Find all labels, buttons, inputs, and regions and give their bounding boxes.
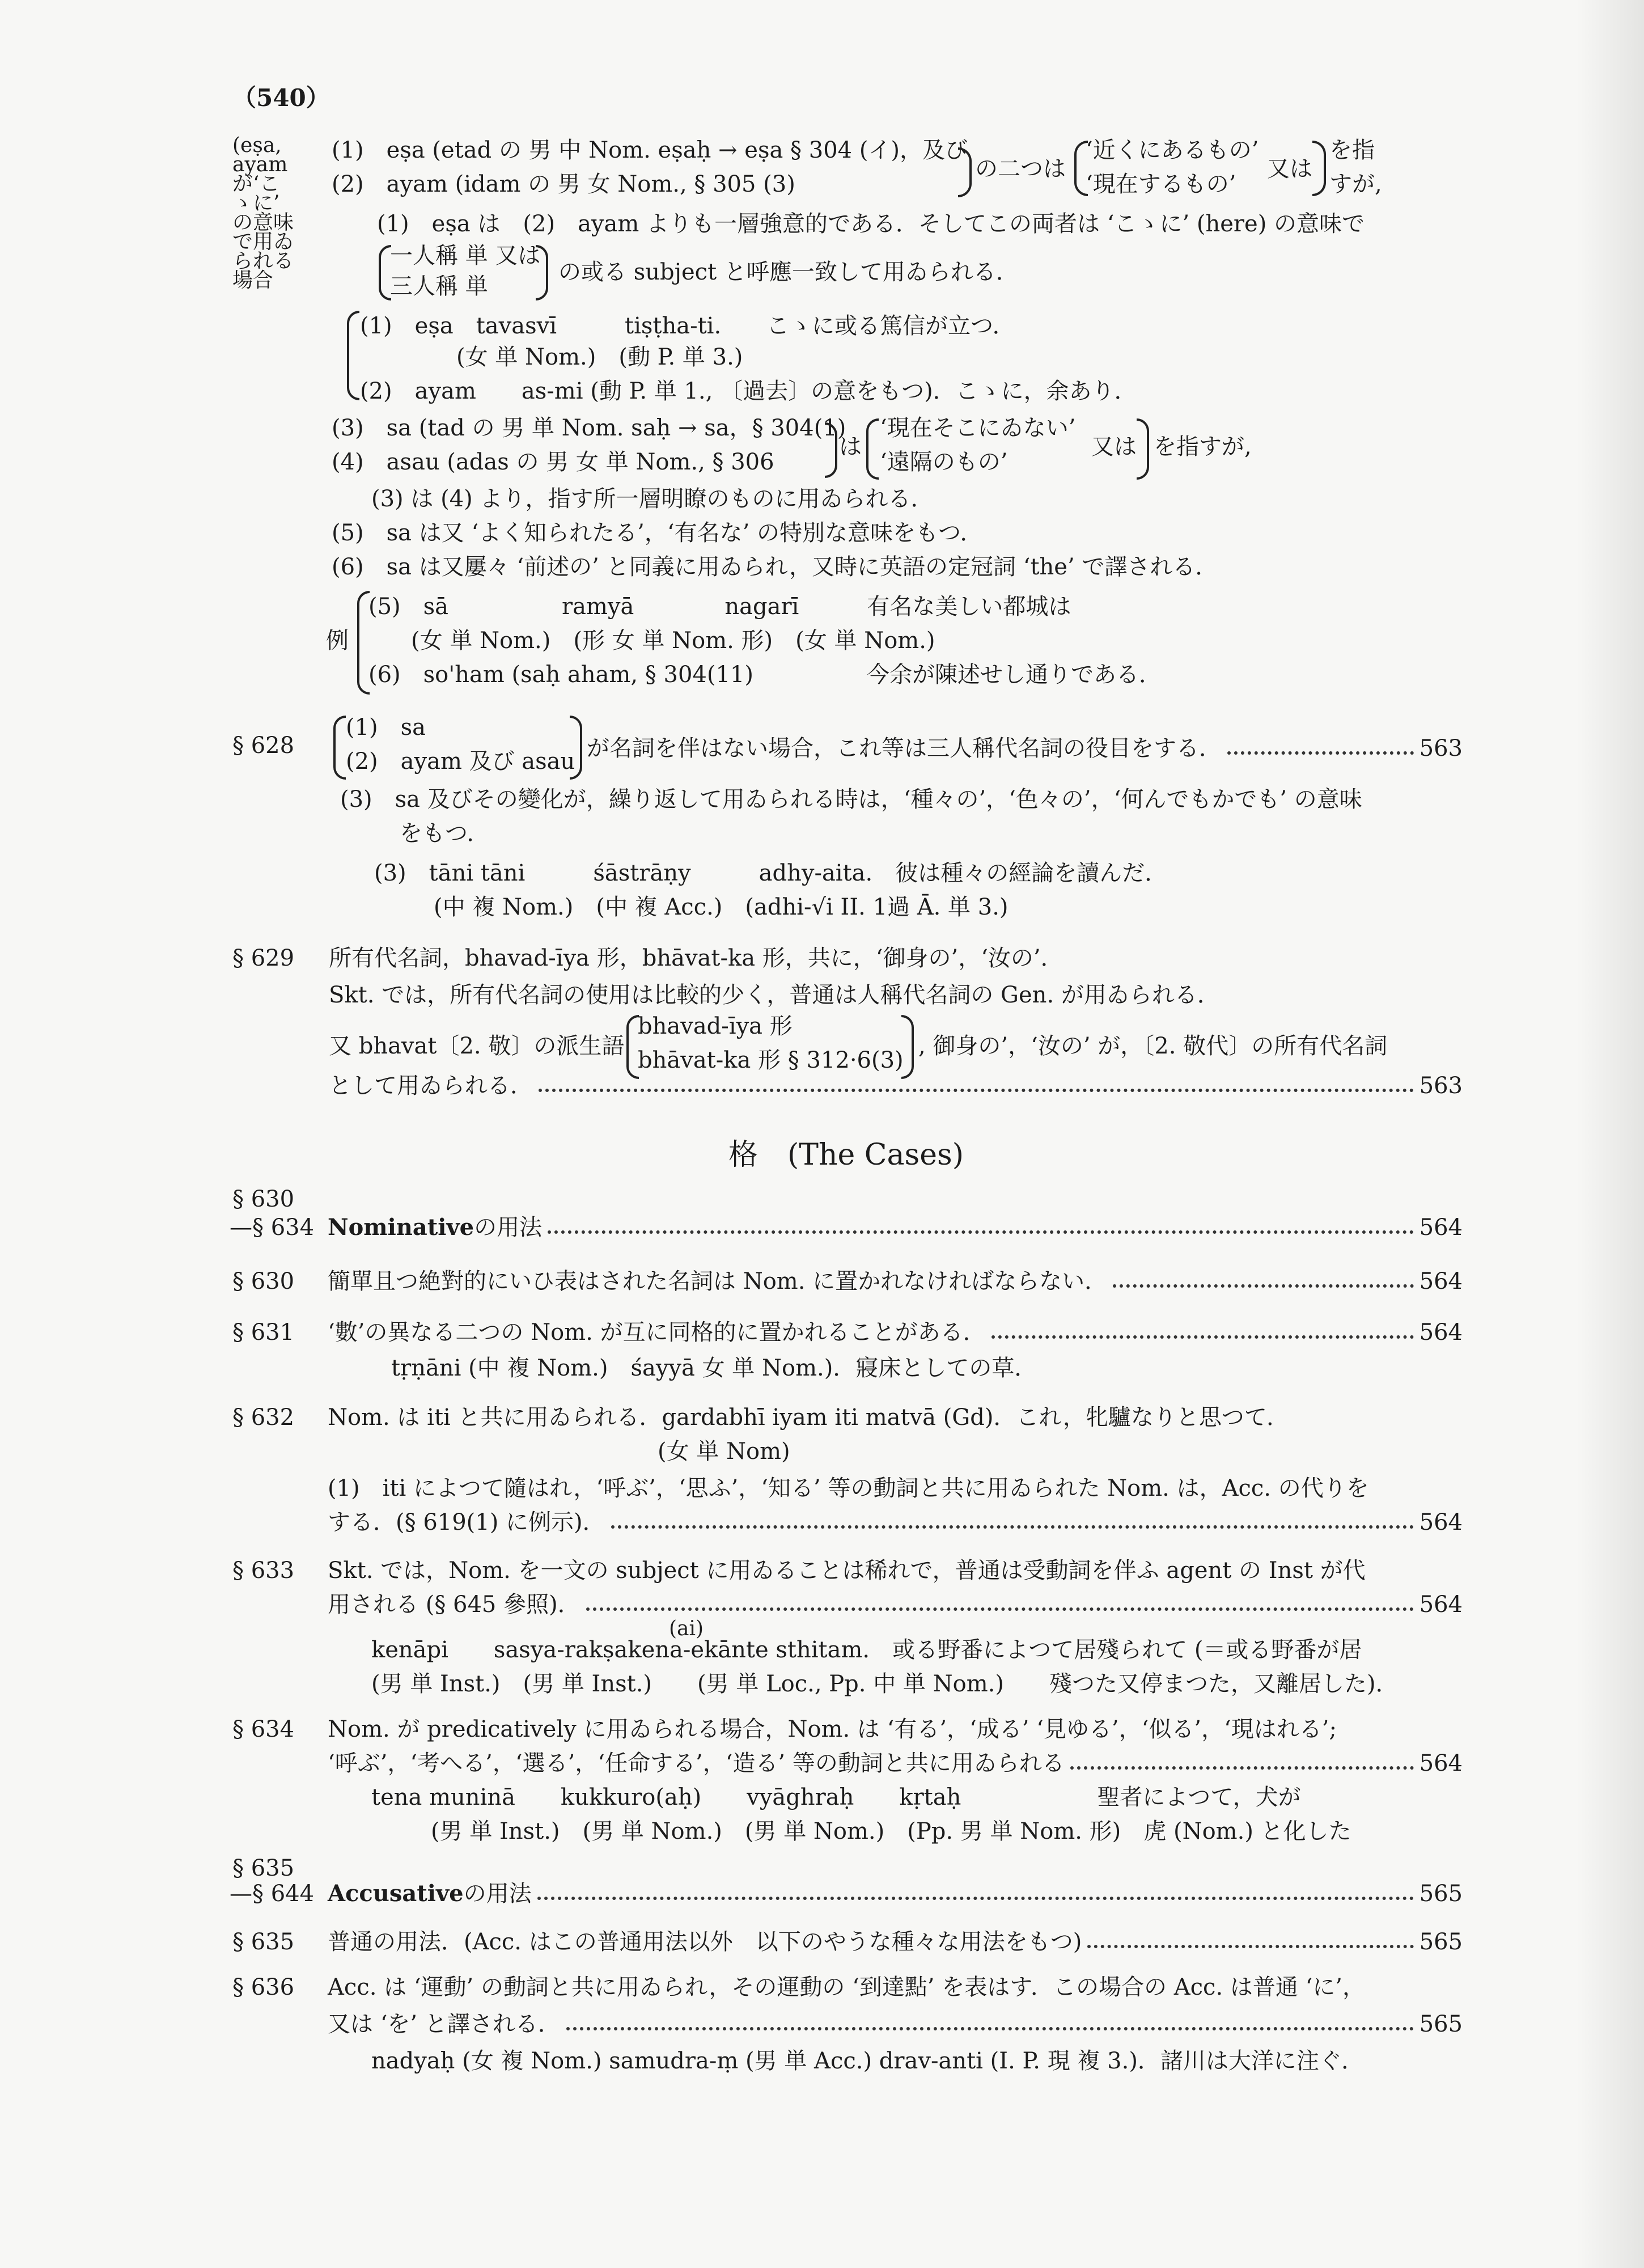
section-number: § 635 xyxy=(232,1855,295,1881)
toc-entry-text: の用法 xyxy=(463,1881,532,1907)
text-line: (4) asau (adas の 男 女 単 Nom., § 306 xyxy=(332,449,774,475)
sidebar-note-3: が‘こ xyxy=(232,172,280,196)
text-line: (1) eṣa (etad の 男 中 Nom. eṣaḥ → eṣa § 304 (イ)，及び xyxy=(332,137,968,163)
toc-entry xyxy=(328,1590,1463,1619)
sidebar-note-2: ayam xyxy=(232,153,288,176)
toc-entry-title: Accusative xyxy=(328,1880,464,1907)
text-line: (男 単 Inst.) (男 単 Nom.) (男 単 Nom.) (Pp. 男 単 Nom. 形) 虎 (Nom.) と化した xyxy=(431,1818,1351,1844)
toc-entry-text: する．(§ 619(1) に例示)． xyxy=(328,1509,605,1535)
page-ref: 565 xyxy=(1419,2011,1463,2037)
text-line: の二つは xyxy=(975,156,1066,182)
text-line: tṛṇāni (中 複 Nom.) śayyā 女 単 Nom.)．寢床としての草． xyxy=(391,1355,1037,1381)
text-line: の或る subject と呼應一致して用ゐられる． xyxy=(558,259,1019,285)
toc-entry xyxy=(328,1880,1463,1908)
annotation: (ai) xyxy=(669,1617,704,1640)
text-line: すが, xyxy=(1329,171,1382,197)
toc-entry-text: として用ゐられる． xyxy=(329,1073,533,1099)
text-line: (3) sa (tad の 男 単 Nom. saḥ → sa，§ 304(1) xyxy=(332,415,846,441)
page-ref: 564 xyxy=(1419,1592,1463,1618)
text-line: bhāvat-ka 形 § 312·6(3) xyxy=(638,1047,904,1073)
sidebar-note-4: ゝに’ xyxy=(232,192,280,215)
section-heading: 格 (The Cases) xyxy=(728,1138,964,1172)
brace xyxy=(1137,418,1149,480)
toc-entry xyxy=(328,1267,1463,1296)
text-line: , 御身の’，‘汝の’ が，〔2. 敬代〕の所有代名詞 xyxy=(918,1033,1388,1059)
brace xyxy=(570,716,582,780)
page-edge-shadow xyxy=(1576,0,1644,2268)
text-line: (6) sa は又屢々 ‘前述の’ と同義に用ゐられ，又時に英語の定冠詞 ‘the’ で譯される． xyxy=(332,554,1218,580)
toc-entry xyxy=(328,1749,1463,1778)
text-line: Skt. では，所有代名詞の使用は比較的少く，普通は人稱代名詞の Gen. が用ゐられる． xyxy=(329,982,1220,1008)
text-line: をもつ． xyxy=(400,820,490,847)
section-number: § 631 xyxy=(232,1319,295,1345)
toc-entry-text: 普通の用法．(Acc. はこの普通用法以外 以下のやうな種々な用法をもつ) xyxy=(328,1929,1082,1955)
text-line: nadyaḥ (女 複 Nom.) samudra-ṃ (男 単 Acc.) drav-anti (I. P. 現 複 3.)．諸川は大洋に注ぐ． xyxy=(371,2048,1365,2074)
toc-entry xyxy=(328,1508,1463,1537)
page-ref: 564 xyxy=(1419,1215,1463,1241)
toc-entry xyxy=(328,2010,1463,2038)
text-line: を指すが, xyxy=(1154,434,1252,460)
brace xyxy=(901,1015,914,1079)
section-number: —§ 634 xyxy=(230,1215,315,1241)
text-line: kenāpi sasya-rakṣakena-ekānte sthitam. 或る野番によつて居殘られて (＝或る野番が居 xyxy=(371,1637,1362,1663)
page-ref: 564 xyxy=(1419,1509,1463,1535)
toc-entry xyxy=(587,734,1463,763)
text-line: 又 bhavat〔2. 敬〕の派生語 xyxy=(329,1033,625,1059)
toc-entry-text: ‘數’の異なる二つの Nom. が互に同格的に置かれることがある． xyxy=(328,1319,986,1345)
text-line: (1) eṣa は (2) ayam よりも一層強意的である．そしてこの両者は ‘こゝに’ (here) の意味で xyxy=(377,211,1365,237)
brace xyxy=(347,311,359,400)
section-number: § 633 xyxy=(232,1558,295,1584)
brace xyxy=(958,147,972,197)
page-ref: 564 xyxy=(1419,1268,1463,1294)
text-line: (5) sa は又 ‘よく知られたる’，‘有名な’ の特別な意味をもつ． xyxy=(332,520,983,546)
section-number: § 629 xyxy=(232,945,295,971)
section-number: —§ 644 xyxy=(230,1881,315,1907)
page-ref: 563 xyxy=(1419,1073,1463,1099)
text-line: (3) sa 及びその變化が，繰り返して用ゐられる時は，‘種々の’，‘色々の’，‘何んでもかでも’ の意味 xyxy=(340,786,1362,813)
sidebar-note-6: で用ゐ xyxy=(232,230,294,253)
sidebar-note-7: られる xyxy=(232,249,294,273)
text-line: tena muninā kukkuro(aḥ) vyāghraḥ kṛtaḥ 聖者によつて，犬が xyxy=(371,1784,1301,1810)
section-number: § 630 xyxy=(232,1186,295,1212)
toc-entry xyxy=(328,1318,1463,1347)
toc-entry-text: 簡單且つ絶對的にいひ表はされた名詞は Nom. に置かれなければならない． xyxy=(328,1268,1108,1294)
toc-entry-text: ‘呼ぶ’，‘考へる’，‘選る’，‘任命する’，‘造る’ 等の動詞と共に用ゐられる xyxy=(328,1750,1065,1776)
text-line: (中 複 Nom.) (中 複 Acc.) (adhi-√i II. 1過 Ā. 単 3.) xyxy=(434,894,1009,920)
sidebar-note-8: 場合 xyxy=(232,269,274,292)
page-ref: 564 xyxy=(1419,1319,1463,1345)
text-line: (2) ayam (idam の 男 女 Nom., § 305 (3) xyxy=(332,171,795,197)
text-line: (1) sa xyxy=(346,714,426,741)
toc-entry-text: の用法 xyxy=(474,1215,543,1241)
page-ref: 564 xyxy=(1419,1750,1463,1776)
text-line: 三人稱 単 xyxy=(390,273,488,299)
page-ref: 565 xyxy=(1419,1881,1463,1907)
text-line: 一人稱 単 又は xyxy=(390,243,541,269)
brace xyxy=(825,422,837,478)
brace xyxy=(866,418,879,480)
toc-entry xyxy=(328,1928,1463,1956)
sidebar-note-1: (eṣa, xyxy=(232,134,282,157)
text-line: (男 単 Inst.) (男 単 Inst.) (男 単 Loc., Pp. 中 単 Nom.) 殘つた又停まつた，又離居した)． xyxy=(371,1671,1399,1697)
brace xyxy=(357,591,370,695)
text-line: (3) は (4) より，指す所一層明瞭のものに用ゐられる． xyxy=(371,486,934,512)
brace xyxy=(536,245,548,301)
text-line: を指 xyxy=(1329,137,1375,163)
text-line: 又は xyxy=(1267,156,1312,182)
toc-entry-text: 用される (§ 645 參照)． xyxy=(328,1592,581,1618)
section-number: § 636 xyxy=(232,1974,295,2000)
section-number: § 628 xyxy=(232,733,295,759)
sidebar-note-5: の意味 xyxy=(232,211,294,234)
text-line: Acc. は ‘運動’ の動詞と共に用ゐられ，その運動の ‘到達點’ を表はす．この場合の Acc. は普通 ‘に’， xyxy=(328,1974,1366,2000)
section-number: § 630 xyxy=(232,1268,295,1294)
page-ref: 563 xyxy=(1419,735,1463,761)
toc-entry xyxy=(329,1072,1463,1100)
text-line: は xyxy=(839,434,862,460)
section-number: § 635 xyxy=(232,1929,295,1955)
text-line: ‘現在そこにゐない’ xyxy=(880,415,1076,441)
text-line: Nom. は iti と共に用ゐられる．gardabhī iyam iti matvā (Gd)．これ，牝驢なりと思つて． xyxy=(328,1404,1290,1431)
text-line: (1) eṣa tavasvī tiṣṭha-ti. こゝに或る篤信が立つ． xyxy=(360,313,1015,339)
section-number: § 632 xyxy=(232,1404,295,1431)
text-line: (女 単 Nom.) (動 P. 単 3.) xyxy=(456,344,743,370)
text-line: 又は xyxy=(1091,434,1137,460)
text-line: (6) so'ham (saḥ aham, § 304(11) 今余が陳述せし通りである． xyxy=(368,662,1162,688)
text-line: (5) sā ramyā nagarī 有名な美しい都城は xyxy=(368,594,1071,620)
brace xyxy=(626,1015,639,1079)
page-number: （540） xyxy=(232,84,330,112)
text-line: (女 単 Nom) xyxy=(658,1438,790,1465)
text-line: ‘現在するもの’ xyxy=(1086,171,1236,197)
toc-entry-text: 又は ‘を’ と譯される． xyxy=(328,2011,561,2037)
text-line: Skt. では，Nom. を一文の subject に用ゐることは稀れで，普通は受動詞を伴ふ agent の Inst が代 xyxy=(328,1558,1366,1584)
toc-entry xyxy=(328,1213,1463,1242)
text-line: (1) iti によつて隨はれ，‘呼ぶ’，‘思ふ’，‘知る’ 等の動詞と共に用ゐられた Nom. は，Acc. の代りを xyxy=(328,1475,1369,1501)
brace xyxy=(1312,141,1326,196)
text-line: Nom. が predicatively に用ゐられる場合，Nom. は ‘有る’，‘成る’ ‘見ゆる’，‘似る’，‘現はれる’; xyxy=(328,1716,1337,1742)
toc-entry-title: Nominative xyxy=(328,1214,474,1241)
text-line: 所有代名詞，bhavad-īya 形，bhāvat-ka 形，共に，‘御身の’，‘汝の’． xyxy=(329,945,1063,971)
brace xyxy=(333,716,346,780)
text-line: bhavad-īya 形 xyxy=(638,1013,793,1039)
brace xyxy=(379,245,391,301)
section-number: § 634 xyxy=(232,1716,295,1742)
text-line: (2) ayam as-mi (動 P. 単 1., 〔過去〕の意をもつ)．こゝに，余あり． xyxy=(360,378,1137,404)
text-line: (3) tāni tāni śāstrāṇy adhy-aita. 彼は種々の經論を讀んだ． xyxy=(374,860,1168,886)
text-line: (女 単 Nom.) (形 女 単 Nom. 形) (女 単 Nom.) xyxy=(411,628,935,654)
page-ref: 565 xyxy=(1419,1929,1463,1955)
text-line: 例 xyxy=(326,628,349,654)
toc-entry-text: が名詞を伴はない場合，これ等は三人稱代名詞の役目をする． xyxy=(587,735,1222,761)
text-line: ‘遠隔のもの’ xyxy=(880,449,1008,475)
text-line: ‘近くにあるもの’ xyxy=(1086,137,1259,163)
text-line: (2) ayam 及び asau xyxy=(346,748,575,775)
